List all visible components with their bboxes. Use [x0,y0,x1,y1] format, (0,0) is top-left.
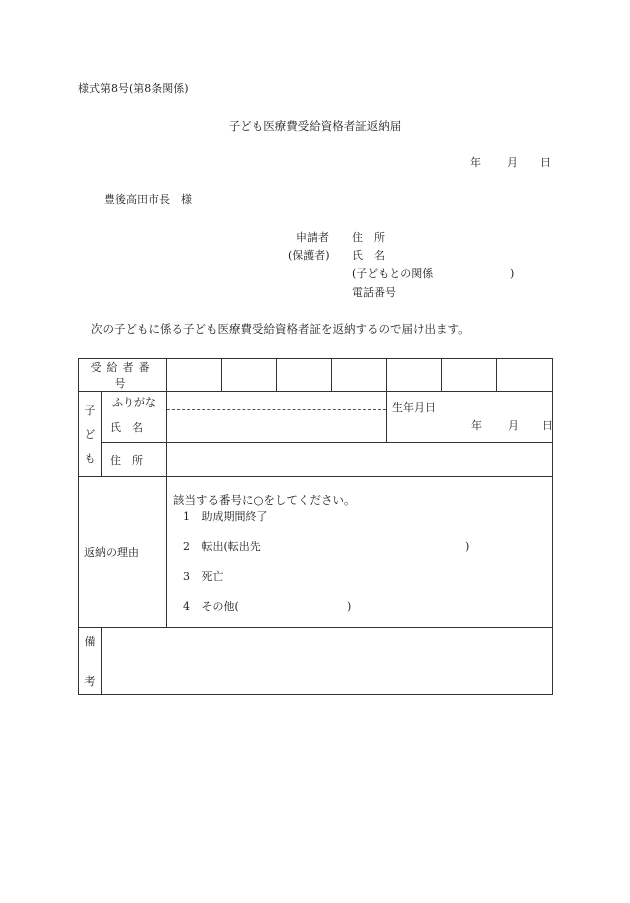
return-form-table [78,358,553,695]
reason-option-1-text: 助成期間終了 [201,510,268,523]
child-name-label: 氏 名 [110,421,143,434]
child-label-cell [79,392,102,477]
form-title: 子ども医療費受給資格者証返納届 [228,119,402,133]
recipient-number-box-4[interactable] [332,359,387,392]
applicant-phone-label: 電話番号 [352,286,396,299]
addressee: 豊後高田市長 様 [104,193,192,206]
furigana-field[interactable] [167,392,386,410]
furigana-name-label-cell [102,392,167,443]
reason-option-2-number: 2 [183,540,190,553]
remarks-label-cell [79,628,102,695]
reason-option-2-text: 転出(転出先 [201,540,261,553]
reason-option-2[interactable] [183,541,261,552]
remarks-field[interactable] [102,628,553,695]
birthdate-cell[interactable] [387,392,553,443]
birthdate-label: 生年月日 [392,401,436,414]
date-month-label: 月 [507,156,518,169]
form-number: 様式第8号(第8条関係) [78,82,189,95]
recipient-number-box-6[interactable] [442,359,497,392]
birth-day-label: 日 [542,419,553,432]
recipient-number-box-3[interactable] [277,359,332,392]
recipient-number-box-2[interactable] [222,359,277,392]
reason-option-4-close: ) [347,600,352,613]
reason-option-2-close: ) [465,540,470,553]
remarks-label-char-1: 備 [84,635,96,648]
child-address-label-cell [102,443,167,477]
reason-options-cell [167,477,553,628]
child-name-field[interactable] [167,392,387,443]
applicant-role-sub: (保護者) [288,249,330,262]
reason-option-1-number: 1 [183,510,190,523]
birth-year-label: 年 [471,419,482,432]
intro-text: 次の子どもに係る子ども医療費受給資格者証を返納するので届け出ます。 [91,322,470,336]
recipient-number-box-5[interactable] [387,359,442,392]
date-year-label: 年 [470,156,481,169]
reason-label: 返納の理由 [84,546,139,559]
furigana-label: ふりがな [112,396,156,409]
recipient-number-box-7[interactable] [497,359,553,392]
birth-month-label: 月 [508,419,519,432]
recipient-number-label-cell [79,359,167,392]
reason-label-cell [79,477,167,628]
reason-option-3[interactable] [183,571,224,582]
applicant-name-label: 氏 名 [352,249,385,262]
applicant-role: 申請者 [296,231,329,244]
reason-option-4-text: その他( [201,600,239,613]
recipient-number-box-1[interactable] [167,359,222,392]
remarks-label-char-2: 考 [84,675,96,688]
child-address-label: 住 所 [110,453,143,467]
reason-instruction: 該当する番号に○をしてください。 [173,493,356,507]
applicant-relation-close: ) [510,267,515,280]
reason-option-3-text: 死亡 [201,570,224,583]
child-label-char-3: も [84,452,96,465]
date-day-label: 日 [540,156,551,169]
applicant-relation-label: (子どもとの関係 [352,267,434,280]
recipient-number-label: 受給者番号 [90,361,155,390]
reason-option-4[interactable] [183,601,239,612]
reason-option-3-number: 3 [183,570,190,583]
reason-option-4-number: 4 [183,600,190,613]
child-label-char-1: 子 [84,404,96,417]
applicant-address-label: 住 所 [352,231,385,244]
child-label-char-2: ど [84,428,96,441]
child-address-field[interactable] [167,443,553,477]
reason-option-1[interactable] [183,511,268,522]
